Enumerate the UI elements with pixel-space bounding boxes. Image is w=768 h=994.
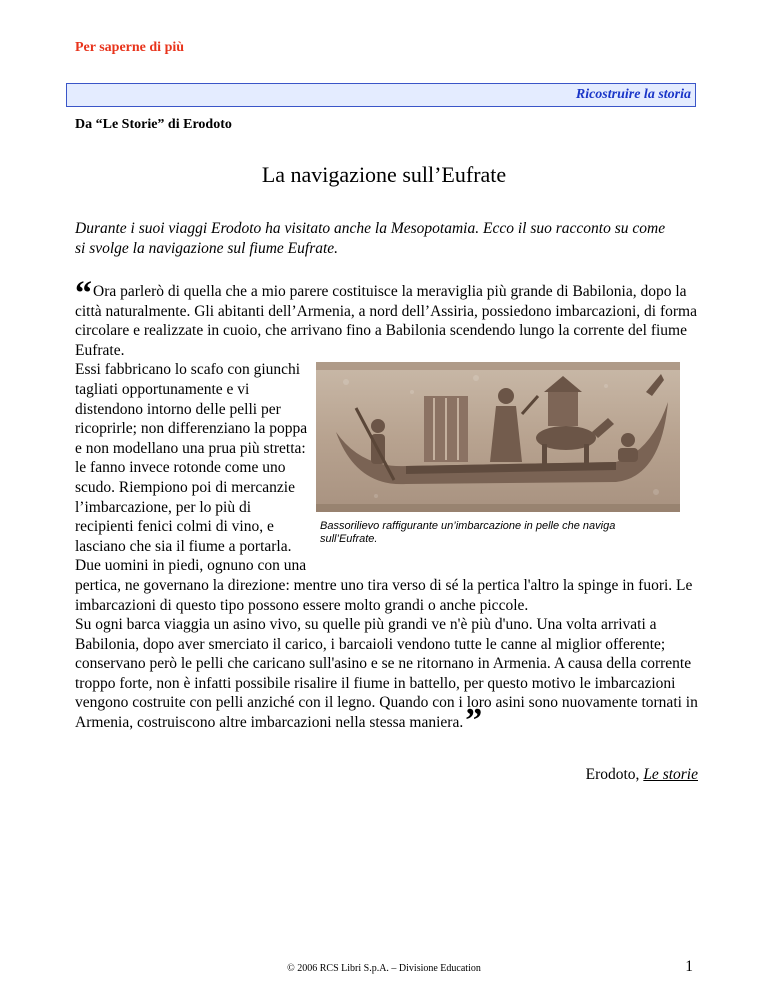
footer-copyright: © 2006 RCS Libri S.p.A. – Divisione Education: [287, 963, 481, 974]
section-kicker: Per saperne di più: [75, 40, 185, 55]
banner-label: Ricostruire la storia: [575, 87, 691, 102]
quote-body: [75, 275, 700, 740]
section-banner: [66, 83, 696, 107]
relief-image: [316, 362, 680, 512]
attribution-work: Le storie: [643, 766, 698, 783]
page-title: La navigazione sull’Eufrate: [261, 162, 507, 187]
quote-paragraph-3: Su ogni barca viaggia un asino vivo, su quelle più grandi ve n'è più d'uno. Una volta arrivati a Babilonia, dopo aver smerciato il carico, i barcaioli vendono tutte le canne al miglior offerente; conservano però le pelli che caricano sull'asino e se ne ritornano in Armenia. A causa della corrente troppo forte, non è infatti possibile risalire il fiume in battello, per questo motivo le imbarcazioni vengono costruite con pelli anziché con il legno. Quando con i loro asini sono nuovamente tornati in Armenia, costruiscono altre imbarcazioni nella stessa maniera.”: [75, 616, 698, 740]
attribution-author: Erodoto,: [585, 766, 644, 783]
open-quote-mark: “: [75, 275, 92, 312]
quote-paragraph-1: “Ora parlerò di quella che a mio parere costituisce la meraviglia più grande di Babilonia, dopo la città naturalmente. Gli abitanti dell’Armenia, a nord dell’Assiria, possiedono imbarcazioni, di forma circolare e realizzate in cuoio, che arrivano fino a Babilonia scendendo lungo la corrente del fiume Eufrate.: [75, 275, 697, 359]
relief-figure: [316, 362, 690, 552]
attribution: [586, 766, 698, 784]
quote-paragraph-2: Essi fabbricano lo scafo con giunchi tagliati opportunamente e vi distendono intorno delle pelli per ricoprirle; non differenziano la poppa e non modellano una prua più stretta: le fanno invece rotonde come uno scudo. Riempiono poi di mercanzie l’imbarcazione, per lo più di recipienti fenici colmi di vino, e lasciano che sia il fiume a portarla. Due uomini in piedi, ognuno con una pertica, ne governano la direzione: mentre uno tira verso di sé la pertica l'altro la spinge in fuori. Le imbarcazioni di questo tipo possono essere molto grandi o anche piccole.: [75, 361, 693, 614]
figure-caption: Bassorilievo raffigurante un’imbarcazione in pelle che naviga sull’Eufrate.: [320, 520, 616, 546]
page-number: 1: [685, 958, 693, 975]
intro-paragraph: Durante i suoi viaggi Erodoto ha visitato anche la Mesopotamia. Ecco il suo racconto su come si svolge la navigazione sul fiume Eufrate.: [75, 220, 666, 257]
source-line: Da “Le Storie” di Erodoto: [75, 117, 232, 132]
close-quote-mark: ”: [465, 702, 483, 740]
